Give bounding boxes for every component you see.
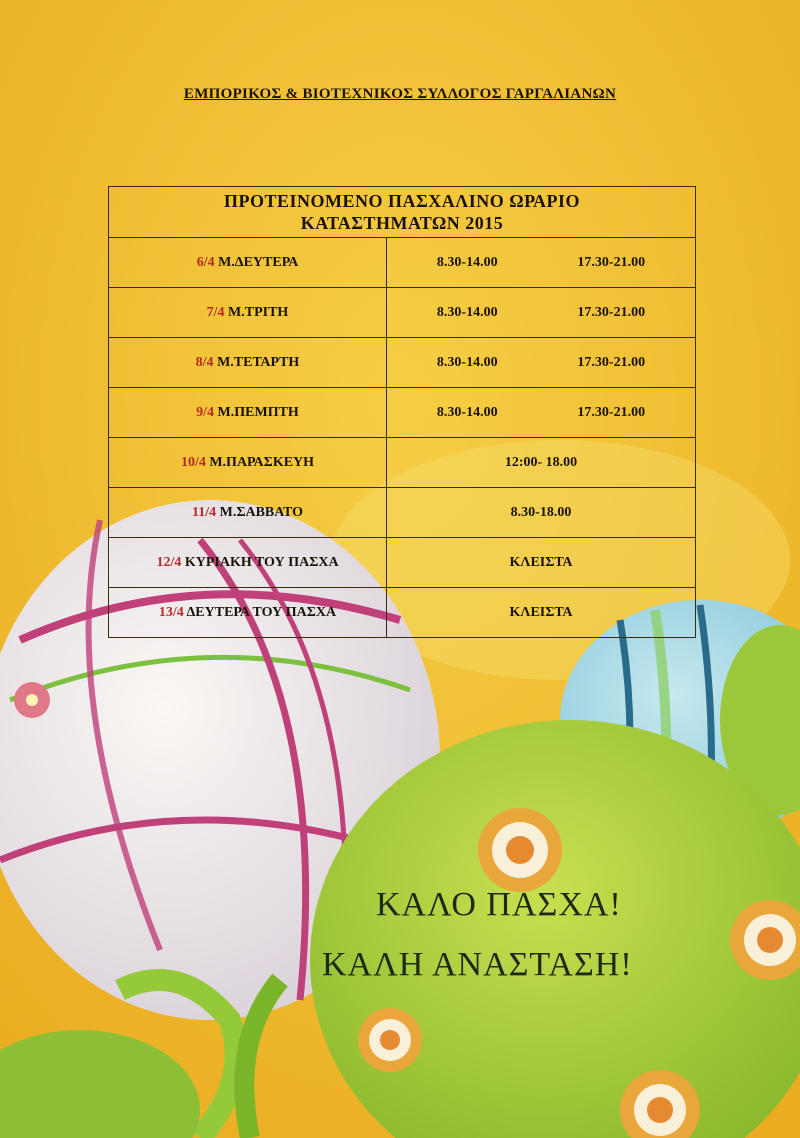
day-cell — [109, 388, 387, 438]
greeting-resurrection: ΚΑΛΗ ΑΝΑΣΤΑΣΗ! — [322, 946, 633, 983]
easter-hours-table — [108, 186, 696, 638]
table-row — [109, 388, 696, 438]
date: 10/4 — [180, 454, 206, 470]
hours-cell — [387, 288, 696, 338]
day-cell — [109, 338, 387, 388]
date: 11/4 — [191, 504, 217, 520]
evening-hours: 17.30-21.00 — [577, 404, 646, 420]
table-title-line2: ΚΑΤΑΣΤΗΜΑΤΩΝ 2015 — [300, 213, 504, 233]
day-cell — [109, 288, 387, 338]
table-title-line1: ΠΡΟΤΕΙΝΟΜΕΝΟ ΠΑΣΧΑΛΙΝΟ ΩΡΑΡΙΟ — [224, 191, 580, 211]
hours-cell: ΚΛΕΙΣΤΑ — [387, 538, 696, 588]
date: 9/4 — [196, 404, 215, 420]
hours-cell: ΚΛΕΙΣΤΑ — [387, 588, 696, 638]
morning-hours: 8.30-14.00 — [436, 354, 498, 370]
table-row — [109, 238, 696, 288]
evening-hours: 17.30-21.00 — [577, 304, 646, 320]
day-name: Μ.ΤΕΤΑΡΤΗ — [217, 354, 300, 370]
table-row — [109, 338, 696, 388]
date: 12/4 — [156, 554, 182, 570]
day-cell — [109, 588, 387, 638]
day-name: ΔΕΥΤΕΡΑ ΤΟΥ ΠΑΣΧΑ — [186, 604, 337, 620]
day-name: Μ.ΔΕΥΤΕΡΑ — [218, 254, 299, 270]
hours-cell — [387, 388, 696, 438]
morning-hours: 8.30-14.00 — [436, 304, 498, 320]
day-cell — [109, 238, 387, 288]
day-cell — [109, 438, 387, 488]
table-row — [109, 488, 696, 538]
greeting-happy-easter: ΚΑΛΟ ΠΑΣΧΑ! — [376, 886, 622, 923]
table-row — [109, 438, 696, 488]
day-name: Μ.ΠΕΜΠΤΗ — [217, 404, 299, 420]
day-name: ΚΥΡΙΑΚΗ ΤΟΥ ΠΑΣΧΑ — [184, 554, 339, 570]
day-name: Μ.ΤΡΙΤΗ — [228, 304, 289, 320]
day-cell — [109, 538, 387, 588]
day-name: Μ.ΣΑΒΒΑΤΟ — [219, 504, 303, 520]
table-row — [109, 538, 696, 588]
hours-cell — [387, 338, 696, 388]
morning-hours: 8.30-14.00 — [436, 254, 498, 270]
day-name: Μ.ΠΑΡΑΣΚΕΥΗ — [209, 454, 315, 470]
morning-hours: 8.30-14.00 — [436, 404, 498, 420]
table-row — [109, 288, 696, 338]
table-row — [109, 588, 696, 638]
date: 8/4 — [195, 354, 214, 370]
hours-cell — [387, 238, 696, 288]
date: 13/4 — [158, 604, 184, 620]
association-header: ΕΜΠΟΡΙΚΟΣ & ΒΙΟΤΕΧΝΙΚΟΣ ΣΥΛΛΟΓΟΣ ΓΑΡΓΑΛΙΑΝΩΝ — [183, 86, 617, 102]
table-title — [109, 187, 696, 238]
hours-cell: 8.30-18.00 — [387, 488, 696, 538]
evening-hours: 17.30-21.00 — [577, 354, 646, 370]
date: 7/4 — [206, 304, 225, 320]
day-cell — [109, 488, 387, 538]
date: 6/4 — [196, 254, 215, 270]
hours-cell: 12:00- 18.00 — [387, 438, 696, 488]
evening-hours: 17.30-21.00 — [577, 254, 646, 270]
